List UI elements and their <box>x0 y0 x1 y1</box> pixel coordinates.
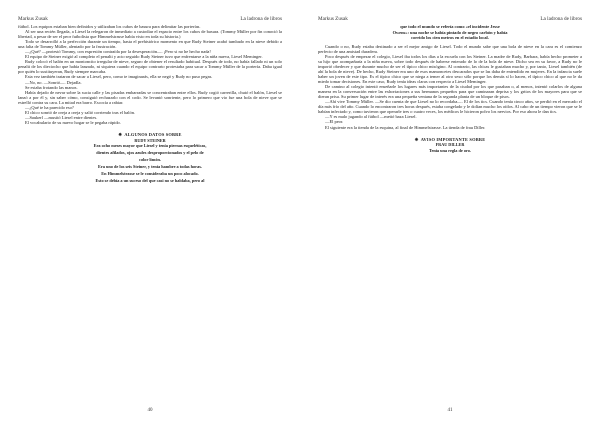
facts-box-line: Era uno de los seis Steiner, y tenía hambre a todas horas. <box>98 163 202 169</box>
ornament-star-icon: ✵ <box>414 136 419 142</box>
paragraph: Todo se desarrolló a la perfección durante un tiempo, hasta el prehistórico momento en que Rudy Steiner acabó tumbado en la nieve debido a una falta de Tommy Müller, alentado por la frustración. <box>18 39 282 50</box>
facts-box-line: color limón. <box>139 156 161 162</box>
left-body-text <box>18 24 282 125</box>
right-header-title: La ladrona de libros <box>540 16 582 22</box>
box-line: corrido los cien metros en el estadio local. <box>411 35 489 41</box>
paragraph: —No, no. —Sonrió—. Dejadla. <box>25 79 82 85</box>
left-page-number: 40 <box>147 408 153 413</box>
paragraph: Cuando o no, Rudy estaba destinado a ser el mejor amigo de Liesel. Todo el mundo sabe que una bola de nieve en la cara es el comienzo perfecto de una amistad duradera. <box>318 43 582 54</box>
left-running-head <box>18 16 282 24</box>
ornament-star-icon: ✵ <box>118 131 123 137</box>
paragraph: Rudy colocó el balón en un montoncito irregular de nieve, seguro de obtener el resultado habitual. Después de todo, no había fallado ni un solo penalti de los dieciocho que había lanzado, ni siquiera cuando el equipo contrario protestaba para sacar a Tommy Müller de la portería. Daba igual por quién lo sustituyeran, Rudy siempre marcaba. <box>18 59 282 75</box>
facts-box-line: dientes afilados, ojos azules desproporcionados y el pelo de <box>96 150 204 156</box>
right-page <box>300 0 600 424</box>
paragraph: El equipo de Steiner exigió al completo el penalti y acto seguido Rudy Steiner tuvo que enfrentarse a la niña nueva, Liesel Meminger. <box>25 54 263 60</box>
continued-box-text <box>318 24 582 41</box>
paragraph: —Ahí vive Tommy Müller. —Se dio cuenta de que Liesel no lo recordaba—. El de los tics. Cuando tenía cinco años, se perdió en el mercado el día más frío del año. Cuando lo encontraron tres horas después, estaba congelado y le dolían mucho los oídos. Al cabo de un tiempo vieron que se le habían infectado y, como tuvieron que operarle tres o cuatro veces, los médicos le hicieron polvo los nervios. Por eso ahora le dan tics. <box>318 99 582 115</box>
paragraph: —¿Qué? —protestó Tommy, con expresión contraída por la desesperación—. ¡Pero si no he hecho nada! <box>25 49 211 55</box>
right-body-text <box>318 44 582 130</box>
notice-box-heading-text: AVISO IMPORTANTE SOBRE <box>420 136 486 142</box>
facts-box-subject: RUDY STEINER <box>134 137 166 143</box>
notice-box-line: Tenía una regla de oro. <box>428 147 472 153</box>
paragraph: De camino al colegio intentó enseñarle los lugares más importantes de la ciudad por los que pasaban o, al menos, intentó colarlos de alguna manera en la conversación entre las exhortaciones a sus hermanos pequeños para que caminaran deprisa y los gritos de los mayores para que se dieran prisa. Su primer lugar de interés era una pequeña ventana de la segunda planta de un bloque de pisos. <box>318 84 582 100</box>
paragraph: Había dejado de nevar sobre la sucia calle y las pisadas embarradas se concentraban entre ellos. Rudy cogió carrerilla, chutó el balón, Liesel se lanzó a por él y, sin saber cómo, consiguió rechazarlo con el codo. Se levantó sonriente, pero lo primero que vio fue una bola de nieve que se estrelló contra su cara. La mitad era barro. Escocía a rabiar. <box>18 89 282 105</box>
paragraph: Se estaba frotando las manos. <box>25 84 78 90</box>
paragraph: —¿Qué te ha parecido eso? <box>25 104 74 110</box>
right-header-author: Markus Zusak <box>318 16 348 22</box>
paragraph: —Y es malo jugando al fútbol —metió baza Liesel. <box>325 114 417 120</box>
box-line: Owens»: una noche se había pintado de negro carbón y había <box>392 29 508 35</box>
paragraph: Al ser una recién llegada, a Liesel la relegaron de inmediato a custodiar el espacio entre los cubos de basura. (Tommy Müller por fin conoció la libertad, a pesar de ser el peor futbolista que Himmelstrasse había visto en toda su historia.) <box>18 29 282 40</box>
facts-box-heading-text: ALGUNOS DATOS SOBRE <box>124 131 182 137</box>
paragraph: fútbol. Los equipos estaban bien definidos y utilizaban los cubos de basura para delimitar las porterías. <box>18 24 201 29</box>
facts-box-line: En Himmelstrasse se le consideraba un poco alocado. <box>101 170 199 176</box>
paragraph: El vocabulario de su nuevo hogar se le pegaba rápido. <box>25 119 121 125</box>
box-line: que todo el mundo se refería como «el incidente Jesse <box>400 24 500 29</box>
right-page-number: 41 <box>447 408 453 413</box>
paragraph: Esta vez también trataron de sacar a Liesel, pero, como te imaginarás, ella se negó y Rudy no puso pegas. <box>25 74 213 80</box>
paragraph: —Saukerl —musitó Liesel entre dientes. <box>25 114 98 120</box>
paragraph: —El peor. <box>325 119 344 125</box>
facts-box-line: Esto se debía a un suceso del que casi no se hablaba, pero al <box>95 177 205 183</box>
notice-box-subject: FRAU DILLER <box>435 142 465 148</box>
left-header-author: Markus Zusak <box>18 16 48 22</box>
paragraph: El siguiente era la tienda de la esquina, al final de Himmelstrasse. La tienda de frau Diller. <box>325 124 486 130</box>
left-header-title: La ladrona de libros <box>240 16 282 22</box>
facts-box-line: Era ocho meses mayor que Liesel y tenía piernas esqueléticas, <box>93 143 207 149</box>
right-running-head <box>318 16 582 24</box>
paragraph: Poco después de empezar el colegio, Liesel iba todos los días a la escuela con los Steiner. La madre de Rudy, Barbara, había hecho prometer a su hijo que acompañaría a la niña nueva, sobre todo después de haberse enterado de lo de la bola de nieve. Dicho sea en su favor, a Rudy no le importó obedecer y que durante mucho de ser el típico chico misógino. Al contrario, las chicas le gustaban mucho y, por tanto, Liesel también (de ahí la bola de nieve). De hecho, Rudy Steiner era uno de esos mamoncetes descarados que se las daba de entendido en mujeres. En la infancia suele haber un joven de este tipo. Es el típico chico que se niega a temer al otro sexo sólo porque los demás sí lo hacen, el típico chico al que no le da miedo tomar decisiones. En este caso, Rudy tenía ideas claras con respecto a Liesel Meminger. <box>318 53 582 85</box>
paragraph: El chico sonrió de oreja a oreja y salió corriendo tras el balón. <box>25 109 136 115</box>
